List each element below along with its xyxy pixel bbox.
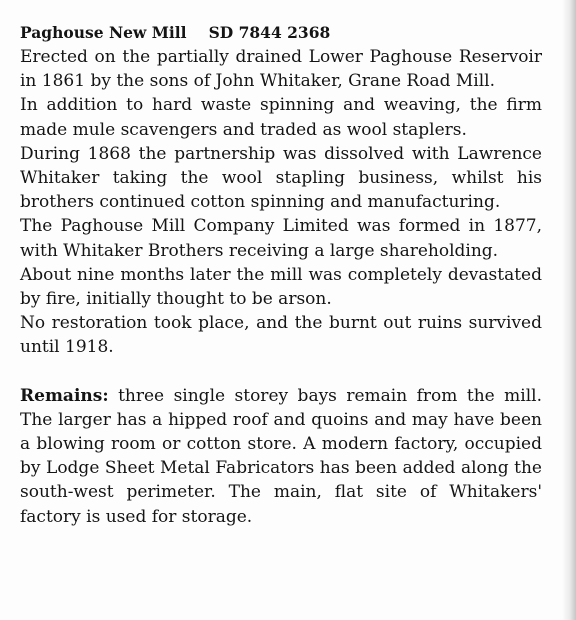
mill-entry bbox=[20, 20, 542, 529]
paragraph-fire: About nine months later the mill was completely devastated by fire, initially thought to be arson. bbox=[20, 264, 542, 310]
paragraph-company: The Paghouse Mill Company Limited was formed in 1877, with Whitaker Brothers receiving a large shareholding. bbox=[20, 216, 542, 261]
grid-reference: SD 7844 2368 bbox=[208, 23, 331, 42]
remains-paragraph bbox=[20, 384, 542, 529]
remains-label: Remains: bbox=[20, 385, 109, 406]
paragraph-ruins: No restoration took place, and the burnt out ruins survived until 1918. bbox=[20, 313, 542, 358]
page-gutter-shadow bbox=[562, 0, 576, 620]
entry-heading bbox=[20, 20, 542, 45]
mill-title: Paghouse New Mill bbox=[20, 23, 187, 42]
paragraph-partnership: During 1868 the partnership was dissolved with Lawrence Whitaker taking the wool stapling business, whilst his brothers continued cotton spinning and manufacturing. bbox=[20, 143, 542, 213]
paragraph-products: In addition to hard waste spinning and weaving, the firm made mule scavengers and traded as wool staplers. bbox=[20, 95, 542, 140]
paragraph-erected: Erected on the partially drained Lower Paghouse Reservoir in 1861 by the sons of John Whitaker, Grane Road Mill. bbox=[20, 47, 542, 92]
remains-text: three single storey bays remain from the mill. The larger has a hipped roof and quoins and may have been a blowing room or cotton store. A modern factory, occupied by Lodge Sheet Metal Fabricators has been added along the south-west perimeter. The main, flat site of Whitakers' factory is used for storage. bbox=[20, 385, 542, 527]
